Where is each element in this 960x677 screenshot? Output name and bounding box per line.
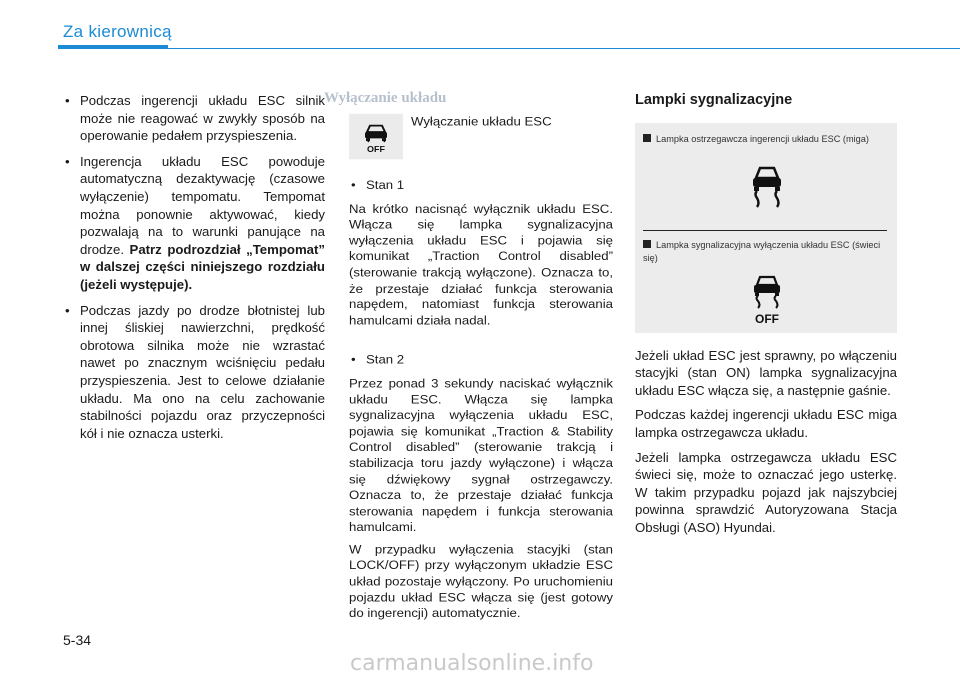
esc-indicator-icon xyxy=(743,161,791,211)
esc-indicator-label xyxy=(643,133,883,146)
esc-switch-figure xyxy=(349,114,613,159)
esc-off-indicator-icon xyxy=(745,271,789,327)
warning-lights-panel xyxy=(635,123,897,333)
column-left xyxy=(63,92,325,450)
stan-2-text: Przez ponad 3 sekundy naciskać wyłącznik układu ESC. Włącza się lampka sygnalizacyjna wyłączenia układu ESC, pojawia się komunikat „Traction & Stability Control disabled” (sterowanie trakcją i stabilizacja toru jazdy wyłączone) i włącza się dźwiękowy sygnał ostrzegawczy. Oznacza to, że przestaje działać funkcja sterowania napędem i funkcja sterowania hamulcami. xyxy=(349,376,613,534)
bullet-text: Ingerencja układu ESC powoduje automatyczną dezaktywację (czasowe wyłączenie) tempomatu. Tempomat można ponownie aktywować, kiedy pozwalają na to warunki panujące na drodze. xyxy=(80,153,325,257)
paragraph: Podczas każdej ingerencji układu ESC miga lampka ostrzegawcza układu. xyxy=(635,407,897,440)
esc-indicator-label-text: Lampka ostrzegawcza ingerencji układu ESC (miga) xyxy=(656,133,869,144)
list-item xyxy=(63,92,325,145)
paragraph: Jeżeli lampka ostrzegawcza układu ESC świeci się, może to oznaczać jego usterkę. W takim przypadku pojazd jak najszybciej powinna sprawdzić Autoryzowana Stacja Obsługi (ASO) Hyundai. xyxy=(635,449,897,535)
list-item xyxy=(63,153,325,294)
section-title: Za kierownicą xyxy=(63,22,172,41)
bullet-text: Podczas jazdy po drodze błotnistej lub innej śliskiej nawierzchni, prędkość obrotowa silnika może nie wzrastać nawet po znacznym wciśnięciu pedału przyspieszenia. Jest to celowe działanie układu. Ma ono na celu zachowanie stabilności pojazdu oraz przyczepności kół i nie oznacza usterki. xyxy=(80,302,325,441)
esc-off-indicator-icon-label: OFF xyxy=(755,311,779,326)
panel-divider xyxy=(643,230,887,231)
bullet-list xyxy=(63,92,325,442)
esc-off-indicator-label-text: Lampka sygnalizacyjna wyłączenia układu ESC (świeci się) xyxy=(643,239,881,263)
page-number: 5-34 xyxy=(63,632,92,648)
esc-figure-caption: Wyłączanie układu ESC xyxy=(411,114,552,129)
bullet-bold-reference: Patrz podrozdział „Tempomat” w dalszej części niniejszego rozdziału (jeżeli występuje). xyxy=(80,241,325,292)
stan-1-label: • Stan 1 xyxy=(349,177,613,193)
stan-1-text: Na krótko nacisnąć wyłącznik układu ESC. Włącza się lampka sygnalizacyjna wyłączenia układu ESC i pojawia się komunikat „Traction Control disabled” (sterowanie trakcją wyłączone). Oznacza to, że przestaje działać funkcja sterowania napędem, natomiast funkcja sterowania hamulcami działa nadal. xyxy=(349,201,613,328)
paragraph: Jeżeli układ ESC jest sprawny, po włączeniu stacyjki (stan ON) lampka sygnalizacyjna układu ESC włącza się, a następnie gaśnie. xyxy=(635,347,897,398)
stan-2-label: • Stan 2 xyxy=(349,352,613,368)
watermark: carmanualsonline.info xyxy=(350,651,594,676)
header-divider xyxy=(58,48,960,49)
stan-2-text-continued: W przypadku wyłączenia stacyjki (stan LOCK/OFF) przy wyłączonym układzie ESC układ pozostaje wyłączony. Po uruchomieniu pojazdu układ ESC włącza się (jest gotowy do ingerencji) automatycznie. xyxy=(349,542,613,621)
list-item xyxy=(63,302,325,443)
column-middle xyxy=(349,92,613,628)
bullet-text: Podczas ingerencji układu ESC silnik może nie reagować w zwykły sposób na operowanie pedałem przyspieszenia. xyxy=(80,93,325,144)
esc-off-indicator-label xyxy=(643,239,883,265)
esc-off-button-illustration xyxy=(349,114,403,159)
esc-off-icon xyxy=(356,118,396,154)
warning-lights-heading: Lampki sygnalizacyjne xyxy=(635,92,793,108)
column-right xyxy=(635,92,897,544)
ghost-heading: Wyłączanie układu xyxy=(324,90,447,106)
esc-off-icon-label: OFF xyxy=(367,144,385,154)
